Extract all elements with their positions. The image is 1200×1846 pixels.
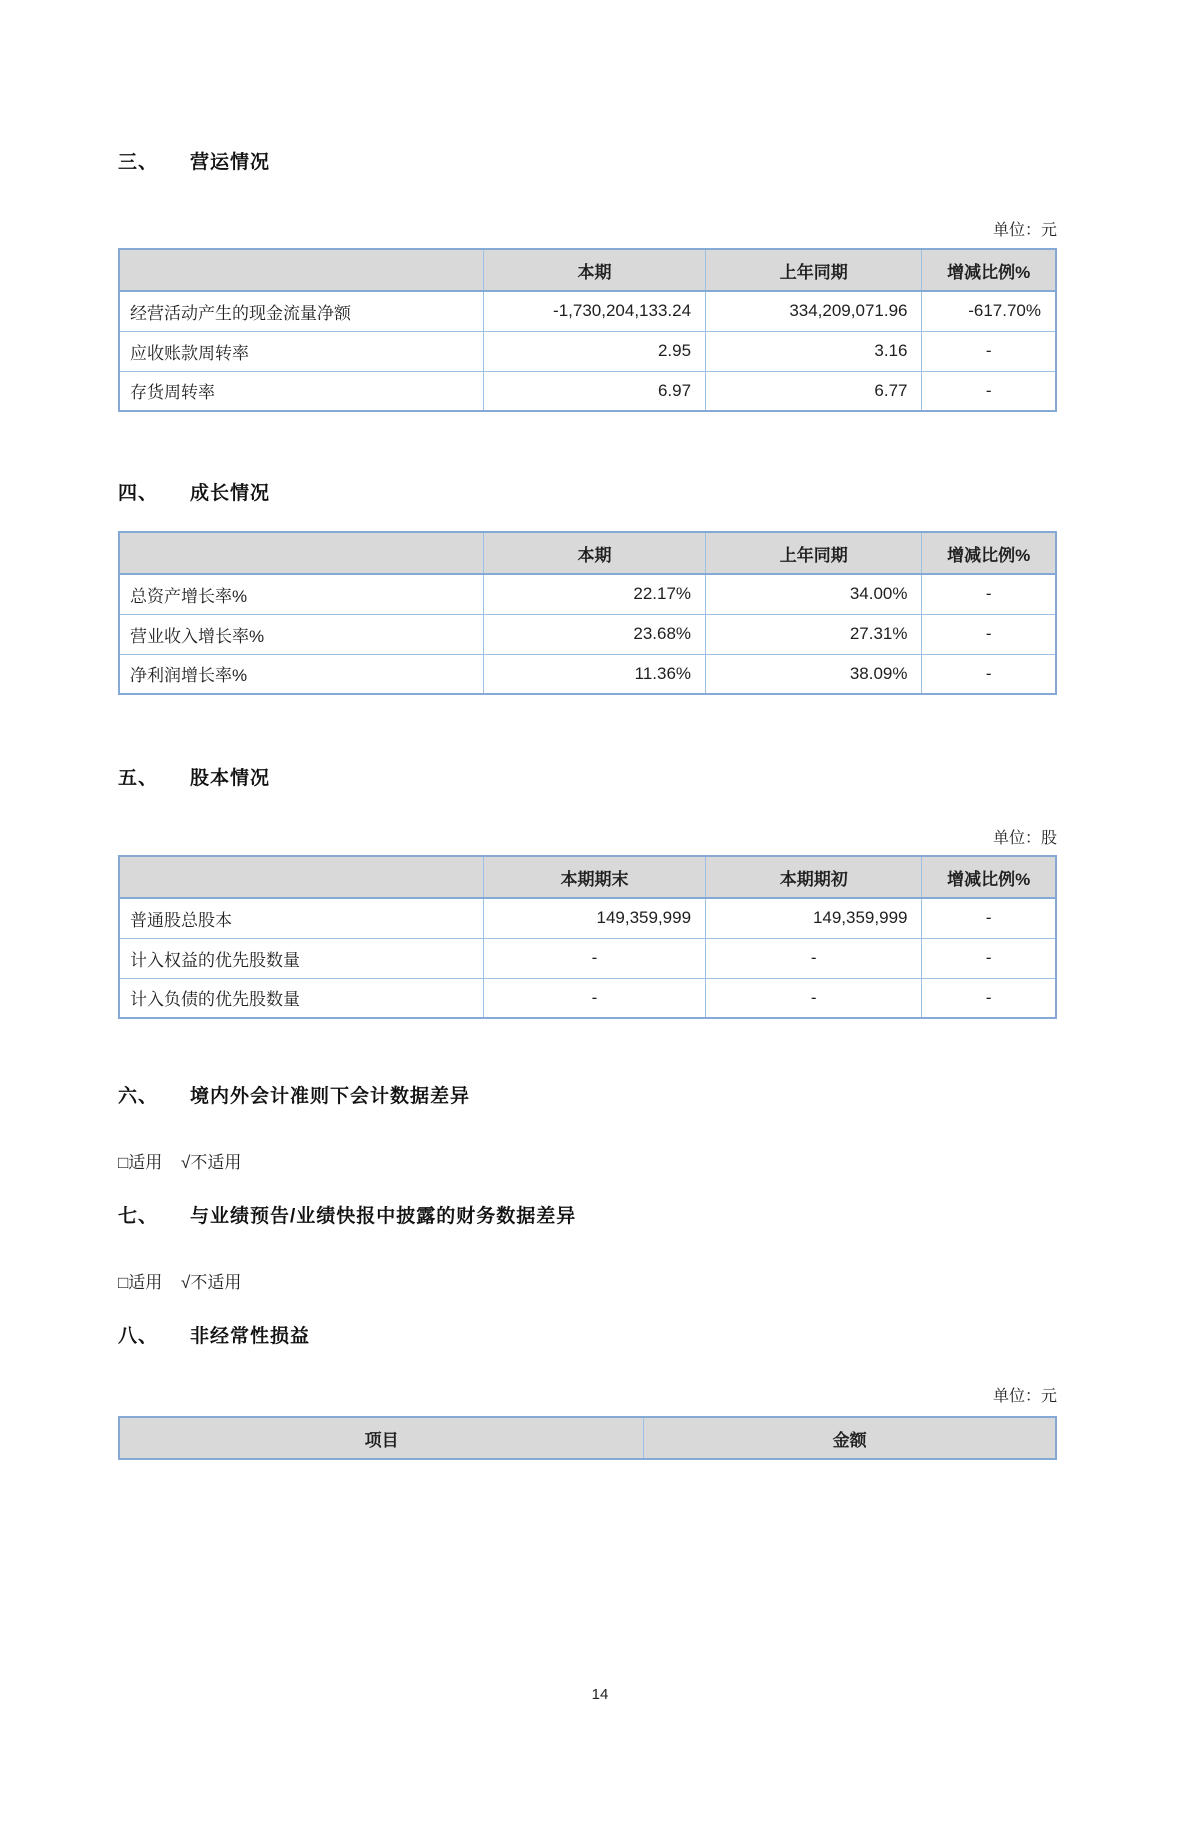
- checkbox-not-applicable-option: √不适用: [181, 1273, 242, 1292]
- col-header-prior-period: 上年同期: [706, 532, 922, 574]
- col-header-period-end: 本期期末: [483, 856, 705, 898]
- section-number: 三、: [118, 152, 159, 173]
- section-title-text: 成长情况: [190, 483, 271, 504]
- row-label: 应收账款周转率: [119, 331, 483, 371]
- cell-value: 6.77: [706, 371, 922, 411]
- section-heading-share-capital: [118, 766, 1057, 792]
- table-row: [119, 371, 1056, 411]
- row-label: 计入权益的优先股数量: [119, 938, 483, 978]
- cell-value: -: [922, 574, 1056, 614]
- row-label: 营业收入增长率%: [119, 614, 483, 654]
- unit-label: 单位：元: [992, 1388, 1057, 1405]
- col-header-prior-period: 上年同期: [706, 249, 922, 291]
- cell-value: -: [706, 938, 922, 978]
- table-row: [119, 574, 1056, 614]
- cell-value: -1,730,204,133.24: [483, 291, 705, 331]
- cell-value: 23.68%: [483, 614, 705, 654]
- operations-table: [118, 248, 1057, 412]
- row-label: 普通股总股本: [119, 898, 483, 938]
- cell-value: -: [922, 654, 1056, 694]
- checkbox-applicable-option: □适用: [118, 1273, 163, 1292]
- cell-value: -: [922, 898, 1056, 938]
- unit-label: 单位：股: [992, 830, 1057, 847]
- cell-value: -: [922, 938, 1056, 978]
- table-row: [119, 331, 1056, 371]
- cell-value: 2.95: [483, 331, 705, 371]
- section-heading-non-recurring: [118, 1324, 1057, 1350]
- table-row: [119, 291, 1056, 331]
- section-title-text: 股本情况: [190, 768, 271, 789]
- section-heading-operations: [118, 150, 1057, 176]
- section-title-text: 营运情况: [190, 152, 271, 173]
- cell-value: -: [922, 614, 1056, 654]
- cell-value: 27.31%: [706, 614, 922, 654]
- col-header-change-ratio: 增减比例%: [922, 532, 1056, 574]
- col-header-blank: [119, 532, 483, 574]
- row-label: 净利润增长率%: [119, 654, 483, 694]
- row-label: 计入负债的优先股数量: [119, 978, 483, 1018]
- section-title-text: 境内外会计准则下会计数据差异: [190, 1086, 471, 1107]
- row-label: 总资产增长率%: [119, 574, 483, 614]
- cell-value: 11.36%: [483, 654, 705, 694]
- document-page-content: [118, 150, 1057, 1460]
- col-header-item: 项目: [119, 1417, 644, 1459]
- checkbox-applicable-option: □适用: [118, 1153, 163, 1172]
- cell-value: 6.97: [483, 371, 705, 411]
- table-row: [119, 614, 1056, 654]
- row-label: 存货周转率: [119, 371, 483, 411]
- page-number: 14: [591, 1686, 609, 1703]
- section-title-text: 非经常性损益: [190, 1326, 311, 1347]
- table-row: [119, 898, 1056, 938]
- cell-value: -: [706, 978, 922, 1018]
- cell-value: -: [922, 978, 1056, 1018]
- section-heading-growth: [118, 481, 1057, 507]
- section-number: 七、: [118, 1206, 159, 1227]
- cell-value: -: [922, 331, 1056, 371]
- section-heading-forecast-diff: [118, 1204, 1057, 1230]
- section-number: 八、: [118, 1326, 159, 1347]
- row-label: 经营活动产生的现金流量净额: [119, 291, 483, 331]
- table-header-row: [119, 856, 1056, 898]
- table-row: [119, 938, 1056, 978]
- col-header-change-ratio: 增减比例%: [922, 249, 1056, 291]
- section-number: 五、: [118, 768, 159, 789]
- cell-value: 334,209,071.96: [706, 291, 922, 331]
- cell-value: -: [922, 371, 1056, 411]
- col-header-blank: [119, 249, 483, 291]
- col-header-period-begin: 本期期初: [706, 856, 922, 898]
- applicability-line: [118, 1152, 1057, 1174]
- section-title-text: 与业绩预告/业绩快报中披露的财务数据差异: [190, 1206, 577, 1227]
- cell-value: 22.17%: [483, 574, 705, 614]
- table-row: [119, 654, 1056, 694]
- non-recurring-items-table: [118, 1416, 1057, 1460]
- cell-value: -: [483, 938, 705, 978]
- col-header-current-period: 本期: [483, 532, 705, 574]
- cell-value: 3.16: [706, 331, 922, 371]
- unit-label: 单位：元: [992, 222, 1057, 239]
- table-row: [119, 978, 1056, 1018]
- section-heading-accounting-standards-diff: [118, 1084, 1057, 1110]
- checkbox-not-applicable-option: √不适用: [181, 1153, 242, 1172]
- table-header-row: [119, 1417, 1056, 1459]
- col-header-change-ratio: 增减比例%: [922, 856, 1056, 898]
- table-header-row: [119, 532, 1056, 574]
- col-header-blank: [119, 856, 483, 898]
- section-number: 六、: [118, 1086, 159, 1107]
- growth-table: [118, 531, 1057, 695]
- col-header-current-period: 本期: [483, 249, 705, 291]
- cell-value: 38.09%: [706, 654, 922, 694]
- col-header-amount: 金额: [644, 1417, 1056, 1459]
- cell-value: 34.00%: [706, 574, 922, 614]
- section-number: 四、: [118, 483, 159, 504]
- cell-value: -617.70%: [922, 291, 1056, 331]
- table-header-row: [119, 249, 1056, 291]
- applicability-line: [118, 1272, 1057, 1294]
- share-capital-table: [118, 855, 1057, 1019]
- cell-value: -: [483, 978, 705, 1018]
- cell-value: 149,359,999: [706, 898, 922, 938]
- cell-value: 149,359,999: [483, 898, 705, 938]
